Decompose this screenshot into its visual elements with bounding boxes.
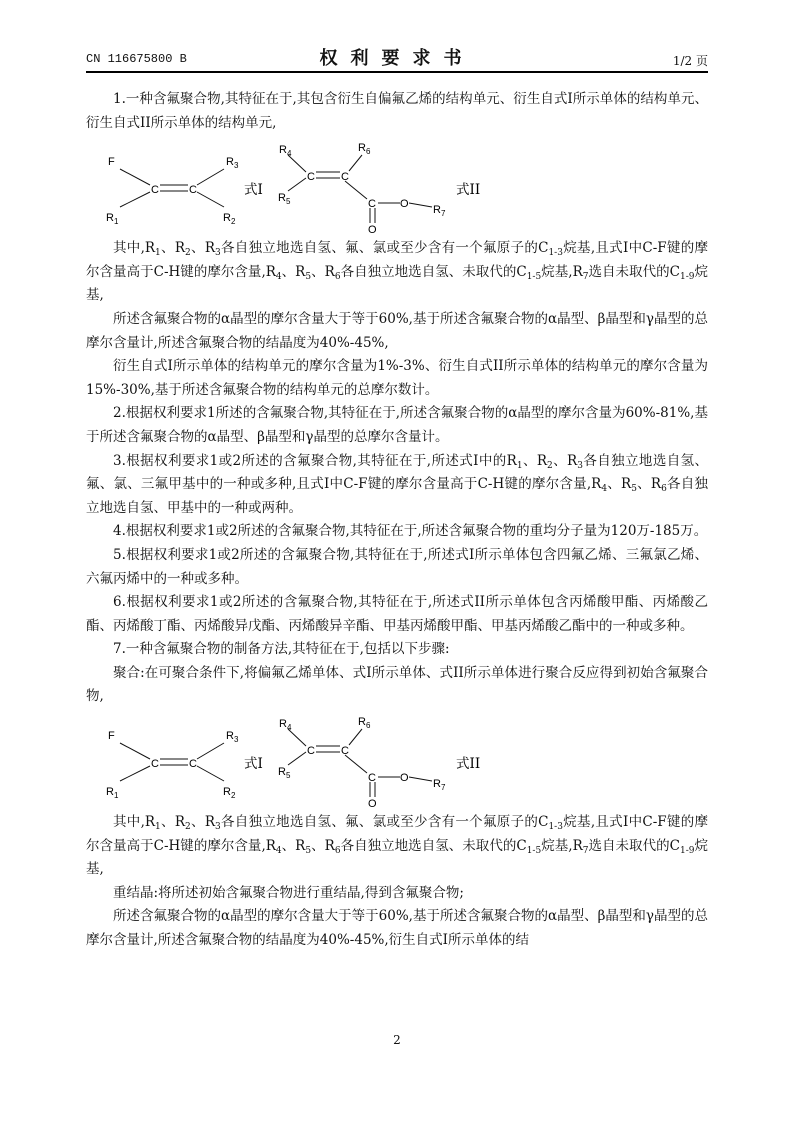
label-formula-II: 式II	[456, 182, 481, 199]
group-R4: $R_4$	[279, 718, 292, 733]
claim-5: 5.根据权利要求1或2所述的含氟聚合物,其特征在于,所述式I所示单体包含四氟乙烯、三氟氯乙烯、六氟丙烯中的一种或多种。	[86, 546, 708, 587]
claim-6: 6.根据权利要求1或2所述的含氟聚合物,其特征在于,所述式II所示单体包含丙烯酸甲酯、丙烯酸乙酯、丙烯酸丁酯、丙烯酸异戊酯、丙烯酸异辛酯、甲基丙烯酸甲酯、甲基丙烯酸乙酯中的一种或多种。	[86, 594, 708, 634]
claim-7-substituents: 其中$,R_1$、$R_2$、$R_3$各自独立地选自氢、氟、氯或至少含有一个氟原子的$C_{1-3}$烷基,且式I中C-F键的摩尔含量高于C-H键的摩尔含量$,R_4$、$R_5$、$R_6$各自独立地选自氢、未取代的$C_{1-5}$烷基$,R_7$选自未取代的$C_{1-9}$烷基,	[86, 814, 708, 878]
atom-O-ester: O	[400, 772, 409, 785]
claim-7-recrystallization: 重结晶:将所述初始含氟聚合物进行重结晶,得到含氟聚合物;	[113, 884, 464, 901]
group-R1: $R_1$	[106, 786, 119, 801]
group-R6: $R_6$	[358, 716, 371, 731]
group-R3: $R_3$	[226, 730, 239, 745]
label-formula-I: 式I	[244, 756, 263, 773]
formula-drawing-2	[106, 715, 528, 811]
atom-C5: C	[368, 772, 376, 785]
atom-C4: C	[341, 171, 349, 184]
atom-C1: C	[151, 184, 159, 197]
atom-C3: C	[307, 745, 315, 758]
group-R3: $R_3$	[226, 156, 239, 171]
group-R4: $R_4$	[279, 144, 292, 159]
atom-C4: C	[341, 745, 349, 758]
group-R2: $R_2$	[223, 786, 236, 801]
claims-body	[86, 88, 708, 953]
atom-O-ester: O	[400, 198, 409, 211]
claim-2: 2.根据权利要求1所述的含氟聚合物,其特征在于,所述含氟聚合物的α晶型的摩尔含量为60%-81%,基于所述含氟聚合物的α晶型、β晶型和γ晶型的总摩尔含量计。	[86, 405, 708, 445]
patent-number: CN 116675800 B	[86, 52, 187, 66]
group-R5: $R_5$	[278, 192, 291, 207]
header-rule	[86, 71, 708, 73]
group-R6: $R_6$	[358, 142, 371, 157]
atom-O-carbonyl: O	[368, 798, 377, 811]
label-formula-I: 式I	[244, 182, 263, 199]
claim-1-crystal: 所述含氟聚合物的α晶型的摩尔含量大于等于60%,基于所述含氟聚合物的α晶型、β晶型和γ晶型的总摩尔含量计,所述含氟聚合物的结晶度为40%-45%,	[86, 310, 708, 351]
claim-7-polymerization: 聚合:在可聚合条件下,将偏氟乙烯单体、式I所示单体、式II所示单体进行聚合反应得到初始含氟聚合物,	[86, 664, 708, 705]
claim-1-substituents: 其中$,R_1$、$R_2$、$R_3$各自独立地选自氢、氟、氯或至少含有一个氟原子的$C_{1-3}$烷基,且式I中C-F键的摩尔含量高于C-H键的摩尔含量$,R_4$、$R_5$、$R_6$各自独立地选自氢、未取代的$C_{1-5}$烷基$,R_7$选自未取代的$C_{1-9}$烷基,	[86, 240, 708, 304]
claim-1-intro: 1.一种含氟聚合物,其特征在于,其包含衍生自偏氟乙烯的结构单元、衍生自式I所示单体的结构单元、衍生自式II所示单体的结构单元,	[86, 91, 708, 131]
atom-C2: C	[189, 758, 197, 771]
page-indicator: 1/2 页	[672, 54, 708, 68]
claim-4: 4.根据权利要求1或2所述的含氟聚合物,其特征在于,所述含氟聚合物的重均分子量为120万-185万。	[113, 523, 708, 540]
atom-F: F	[108, 156, 115, 169]
atom-C2: C	[189, 184, 197, 197]
page-number: 2	[393, 1033, 401, 1047]
claim-1-content: 衍生自式I所示单体的结构单元的摩尔含量为1%-3%、衍生自式II所示单体的结构单元的摩尔含量为15%-30%,基于所述含氟聚合物的结构单元的总摩尔数计。	[86, 358, 708, 398]
claim-7-intro: 7.一种含氟聚合物的制备方法,其特征在于,包括以下步骤:	[113, 641, 450, 658]
claim-7-crystal: 所述含氟聚合物的α晶型的摩尔含量大于等于60%,基于所述含氟聚合物的α晶型、β晶型和γ晶型的总摩尔含量计,所述含氟聚合物的结晶度为40%-45%,衍生自式I所示单体的结	[86, 908, 708, 949]
structural-formula-1	[86, 141, 708, 237]
label-formula-II: 式II	[456, 756, 481, 773]
atom-C5: C	[368, 198, 376, 211]
group-R1: $R_1$	[106, 212, 119, 227]
group-R7: $R_7$	[433, 778, 446, 793]
atom-C3: C	[307, 171, 315, 184]
document-title: 权利要求书	[319, 48, 475, 69]
group-R2: $R_2$	[223, 212, 236, 227]
atom-C1: C	[151, 758, 159, 771]
atom-O-carbonyl: O	[368, 224, 377, 237]
group-R7: $R_7$	[433, 204, 446, 219]
structural-formula-2	[86, 715, 708, 811]
claim-3: 3.根据权利要求1或2所述的含氟聚合物,其特征在于,所述式I中的$R_1$、$R_2$、$R_3$各自独立地选自氢、氟、氯、三氟甲基中的一种或多种,且式I中C-F键的摩尔含量高于C-H键的摩尔含量$,R_4$、$R_5$、$R_6$各自独立地选自氢、甲基中的一种或两种。	[86, 452, 709, 516]
group-R5: $R_5$	[278, 766, 291, 781]
formula-drawing	[106, 141, 528, 237]
atom-F: F	[108, 730, 115, 743]
